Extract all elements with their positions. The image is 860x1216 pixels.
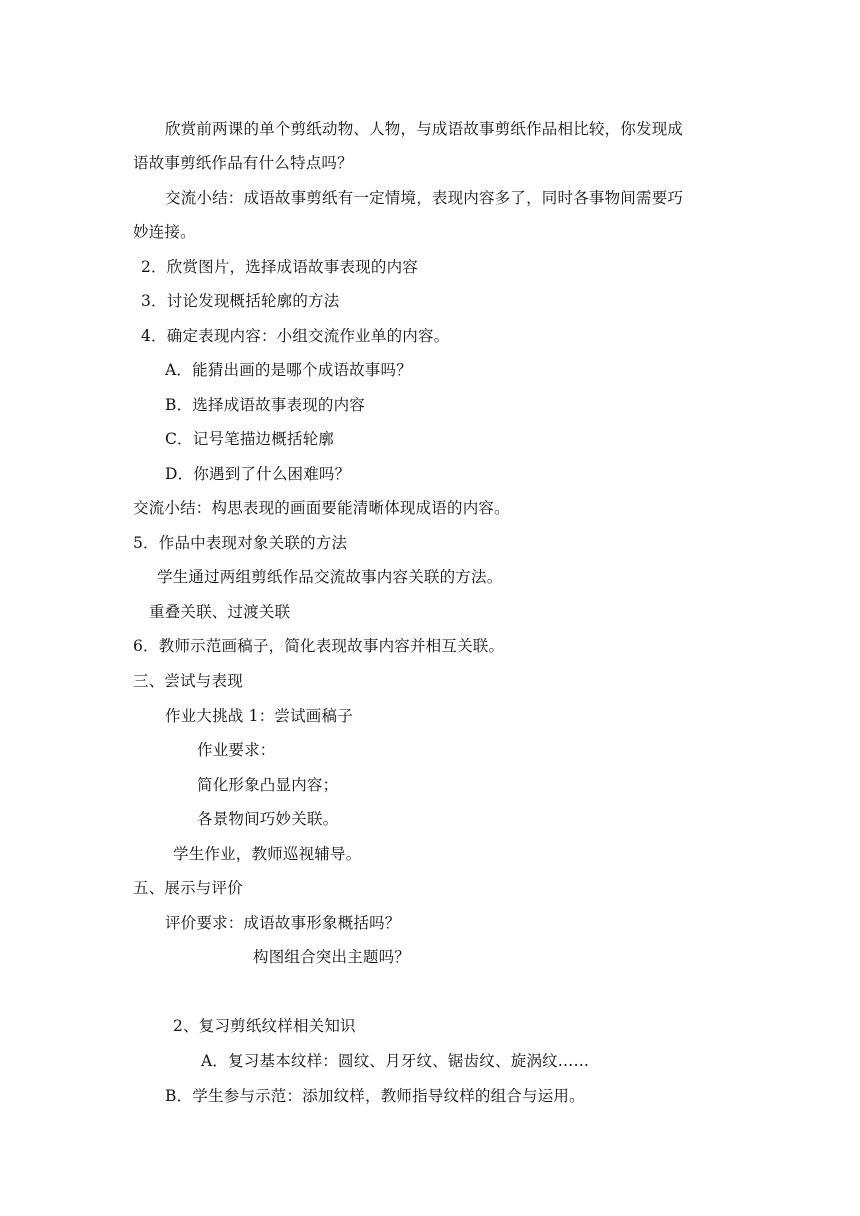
paragraph-line: 学生通过两组剪纸作品交流故事内容关联的方法。 — [157, 568, 503, 586]
paragraph-line: 评价要求：成语故事形象概括吗？ — [165, 914, 401, 932]
list-item: 3．讨论发现概括轮廓的方法 — [141, 292, 340, 310]
paragraph-line: 作业要求： — [197, 741, 276, 759]
paragraph-line: 构图组合突出主题吗？ — [253, 948, 411, 966]
list-item: 2．欣赏图片，选择成语故事表现的内容 — [141, 258, 418, 276]
paragraph-line: 各景物间巧妙关联。 — [197, 810, 339, 828]
paragraph-line: 欣赏前两课的单个剪纸动物、人物，与成语故事剪纸作品相比较，你发现成 — [165, 120, 684, 138]
paragraph-line: 交流小结：成语故事剪纸有一定情境，表现内容多了，同时各事物间需要巧 — [165, 189, 684, 207]
paragraph-line: 学生作业，教师巡视辅导。 — [173, 845, 362, 863]
sub-list-item: A．复习基本纹样：圆纹、月牙纹、锯齿纹、旋涡纹…… — [201, 1052, 590, 1070]
paragraph-line: 妙连接。 — [133, 223, 196, 241]
list-item: 2、复习剪纸纹样相关知识 — [173, 1017, 356, 1035]
sub-list-item: B．学生参与示范：添加纹样，教师指导纹样的组合与运用。 — [165, 1087, 585, 1105]
paragraph-line: 简化形象凸显内容； — [197, 776, 339, 794]
sub-list-item: D．你遇到了什么困难吗？ — [165, 465, 351, 483]
paragraph-line: 语故事剪纸作品有什么特点吗？ — [133, 154, 353, 172]
section-heading: 三、尝试与表现 — [133, 672, 243, 690]
sub-list-item: A．能猜出画的是哪个成语故事吗？ — [165, 361, 412, 379]
list-item: 4．确定表现内容：小组交流作业单的内容。 — [141, 327, 450, 345]
paragraph-line: 重叠关联、过渡关联 — [149, 603, 291, 621]
list-item: 5．作品中表现对象关联的方法 — [133, 534, 348, 552]
list-item: 6．教师示范画稿子，简化表现故事内容并相互关联。 — [133, 637, 505, 655]
paragraph-line: 交流小结：构思表现的画面要能清晰体现成语的内容。 — [133, 499, 510, 517]
sub-list-item: C．记号笔描边概括轮廓 — [165, 430, 335, 448]
section-heading: 五、展示与评价 — [133, 879, 243, 897]
sub-list-item: B．选择成语故事表现的内容 — [165, 396, 365, 414]
paragraph-line: 作业大挑战 1：尝试画稿子 — [165, 707, 353, 725]
